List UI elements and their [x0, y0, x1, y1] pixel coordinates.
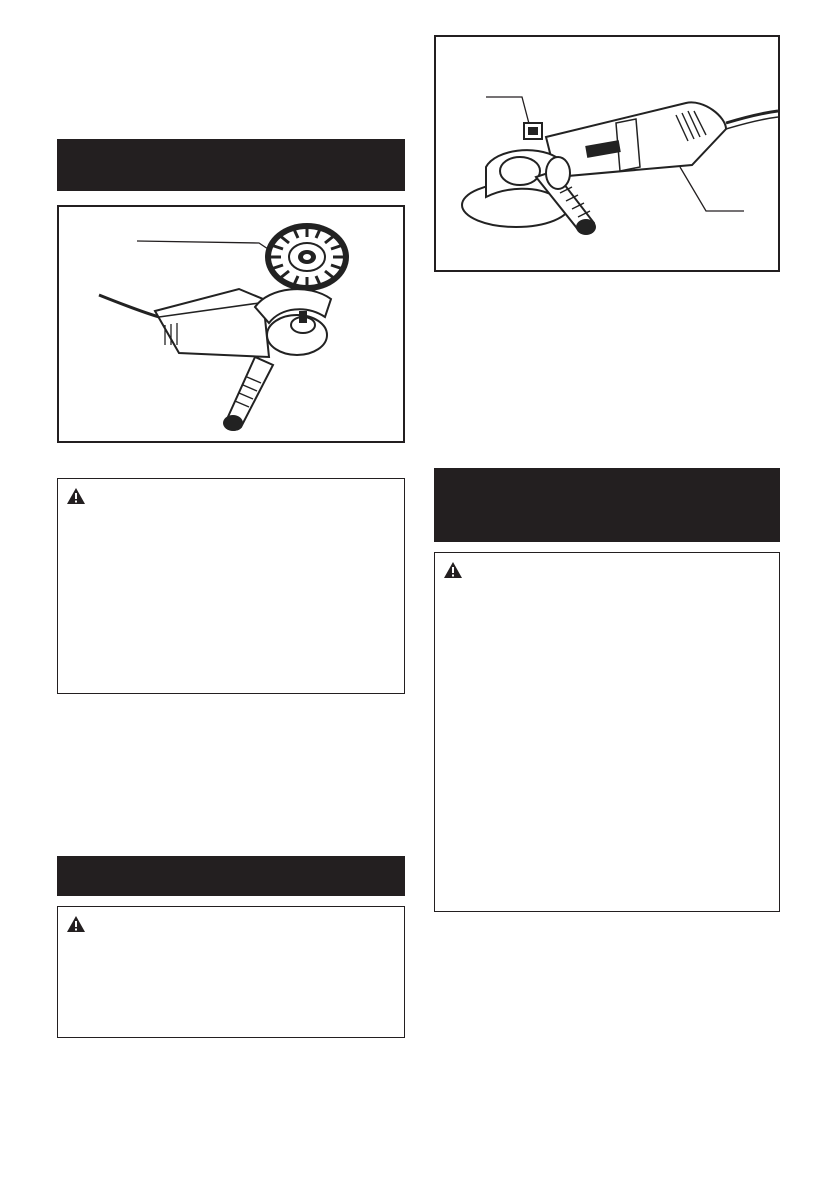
wire-wheel-icon — [265, 223, 349, 291]
section-heading-wire-wheel — [57, 139, 405, 191]
figure-wire-wheel — [57, 205, 405, 443]
warning-triangle-icon — [66, 915, 86, 933]
figure-switch — [434, 35, 780, 272]
section-heading-switch — [57, 856, 405, 896]
grinder-switch-illustration — [436, 37, 778, 270]
warning-box-left-top — [57, 478, 405, 694]
warning-triangle-icon — [443, 561, 463, 579]
section-heading-operation — [434, 468, 780, 542]
warning-box-left-bottom — [57, 906, 405, 1038]
grinder-wire-wheel-illustration — [59, 207, 403, 441]
warning-triangle-icon — [66, 487, 86, 505]
warning-box-right — [434, 552, 780, 912]
